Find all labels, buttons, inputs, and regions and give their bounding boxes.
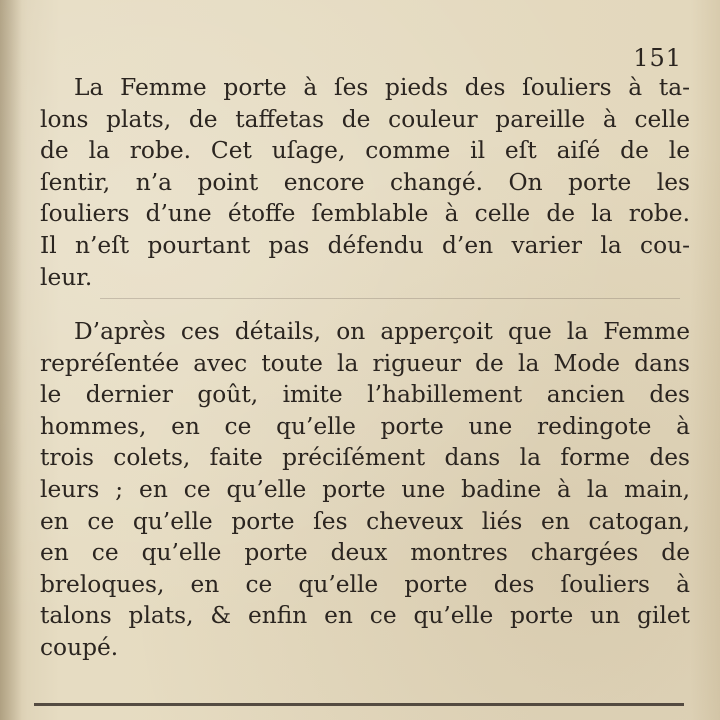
text-line: ſouliers d’une étoffe ſemblable à celle de la robe. [40, 200, 690, 228]
text-line: D’après ces détails, on apperçoit que la Femme [74, 318, 690, 345]
bottom-rule [34, 703, 684, 706]
paragraph-1 [40, 72, 690, 293]
text-line: ſentir, n’a point encore changé. On porte les [40, 168, 690, 196]
text-line: breloques, en ce qu’elle porte des ſouliers à [40, 570, 690, 598]
page-number: 151 [633, 44, 682, 72]
gutter-shadow [0, 0, 22, 720]
text-line: talons plats, & enfin en ce qu’elle porte un gilet [40, 602, 690, 630]
text-line: en ce qu’elle porte deux montres chargées de [40, 539, 690, 567]
text-line: coupé. [40, 633, 119, 661]
text-line: de la robe. Cet uſage, comme il eſt aiſé de le [40, 137, 690, 165]
text-line: La Femme porte à ſes pieds des ſouliers à ta- [74, 74, 690, 101]
fold-line [100, 298, 680, 299]
text-line: repréſentée avec toute la rigueur de la Mode dans [40, 349, 690, 377]
text-line: leurs ; en ce qu’elle porte une badine à la main, [40, 475, 690, 503]
text-line: Il n’eſt pourtant pas défendu d’en varier la cou- [40, 231, 690, 259]
paragraph-2 [40, 316, 690, 664]
text-line: le dernier goût, imite l’habillement ancien des [40, 381, 690, 409]
text-line: trois colets, faite préciſément dans la forme des [40, 444, 690, 472]
text-line: lons plats, de taffetas de couleur pareille à celle [40, 105, 690, 133]
text-line: leur. [40, 263, 93, 291]
text-line: hommes, en ce qu’elle porte une redingote à [40, 412, 690, 440]
text-line: en ce qu’elle porte ſes cheveux liés en catogan, [40, 507, 690, 535]
